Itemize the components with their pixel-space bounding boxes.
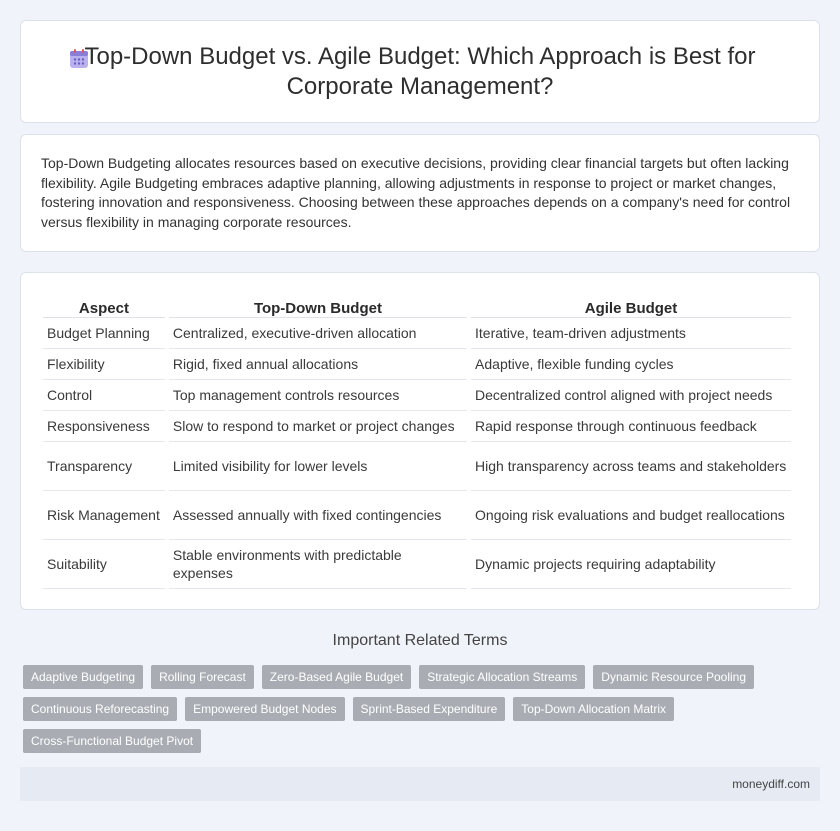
- related-term-tag[interactable]: Zero-Based Agile Budget: [262, 665, 411, 689]
- related-term-tag[interactable]: Adaptive Budgeting: [23, 665, 143, 689]
- cell-agile: Rapid response through continuous feedback: [471, 411, 791, 442]
- table-row: [43, 491, 791, 540]
- table-row: [43, 380, 791, 411]
- comparison-table: [39, 296, 795, 589]
- related-term-tag[interactable]: Empowered Budget Nodes: [185, 697, 344, 721]
- comparison-table-card: [20, 272, 820, 610]
- related-term-tag[interactable]: Cross-Functional Budget Pivot: [23, 729, 201, 753]
- cell-top-down: Stable environments with predictable expenses: [169, 540, 467, 589]
- title-card: [20, 20, 820, 123]
- cell-aspect: Budget Planning: [43, 318, 165, 349]
- cell-aspect: Responsiveness: [43, 411, 165, 442]
- cell-top-down: Centralized, executive-driven allocation: [169, 318, 467, 349]
- cell-top-down: Slow to respond to market or project changes: [169, 411, 467, 442]
- cell-top-down: Top management controls resources: [169, 380, 467, 411]
- related-term-tag[interactable]: Dynamic Resource Pooling: [593, 665, 754, 689]
- cell-top-down: Rigid, fixed annual allocations: [169, 349, 467, 380]
- table-row: [43, 442, 791, 491]
- cell-aspect: Flexibility: [43, 349, 165, 380]
- related-terms-heading: Important Related Terms: [332, 632, 508, 649]
- page-title: Top-Down Budget vs. Agile Budget: Which Approach is Best for Corporate Management?: [84, 42, 756, 100]
- intro-card: [20, 134, 820, 252]
- cell-top-down: Limited visibility for lower levels: [169, 442, 467, 491]
- header-top-down: Top-Down Budget: [169, 296, 467, 318]
- cell-aspect: Transparency: [43, 442, 165, 491]
- related-term-tag[interactable]: Strategic Allocation Streams: [419, 665, 585, 689]
- related-term-tag[interactable]: Sprint-Based Expenditure: [353, 697, 506, 721]
- table-row: [43, 318, 791, 349]
- site-name[interactable]: moneydiff.com: [732, 777, 810, 791]
- cell-agile: Ongoing risk evaluations and budget reallocations: [471, 491, 791, 540]
- footer: [20, 767, 820, 801]
- related-term-tag[interactable]: Continuous Reforecasting: [23, 697, 177, 721]
- cell-agile: Adaptive, flexible funding cycles: [471, 349, 791, 380]
- cell-agile: Dynamic projects requiring adaptability: [471, 540, 791, 589]
- table-row: [43, 349, 791, 380]
- related-term-tag[interactable]: Top-Down Allocation Matrix: [513, 697, 674, 721]
- header-aspect: Aspect: [43, 296, 165, 318]
- cell-aspect: Risk Management: [43, 491, 165, 540]
- table-header-row: [43, 296, 791, 318]
- cell-agile: Decentralized control aligned with project needs: [471, 380, 791, 411]
- table-row: [43, 411, 791, 442]
- header-agile: Agile Budget: [471, 296, 791, 318]
- intro-paragraph: Top-Down Budgeting allocates resources based on executive decisions, providing clear financial targets but often lacking flexibility. Agile Budgeting embraces adaptive planning, allowing adjustments in response to project or market changes, fostering innovation and responsiveness. Choosing between these approaches depends on a company's need for control versus flexibility in managing corporate resources.: [41, 155, 791, 230]
- cell-agile: Iterative, team-driven adjustments: [471, 318, 791, 349]
- cell-top-down: Assessed annually with fixed contingencies: [169, 491, 467, 540]
- table-row: [43, 540, 791, 589]
- related-term-tag[interactable]: Rolling Forecast: [151, 665, 254, 689]
- related-terms-list: [23, 665, 813, 753]
- cell-aspect: Control: [43, 380, 165, 411]
- cell-aspect: Suitability: [43, 540, 165, 589]
- cell-agile: High transparency across teams and stakeholders: [471, 442, 791, 491]
